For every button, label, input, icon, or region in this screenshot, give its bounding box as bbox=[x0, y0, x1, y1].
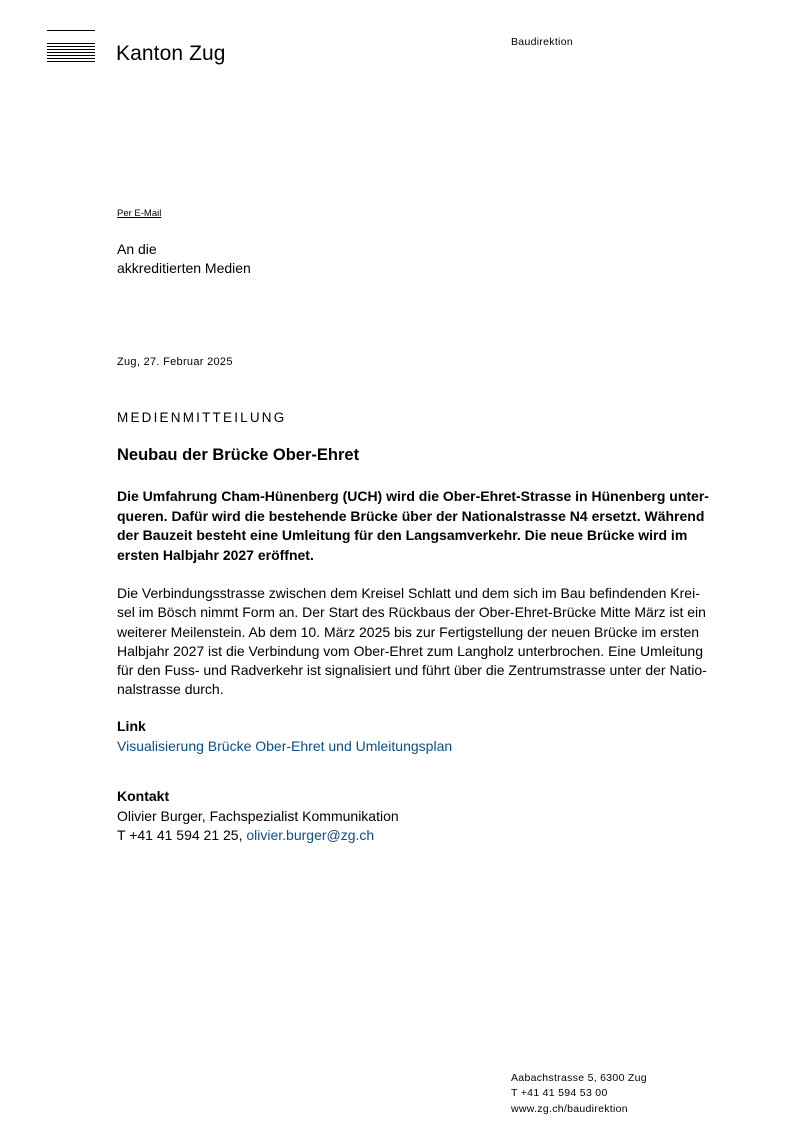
contact-phone-line bbox=[117, 826, 399, 846]
body-line: nalstrasse durch. bbox=[117, 681, 224, 698]
document-type: MEDIENMITTEILUNG bbox=[117, 410, 287, 425]
contact-name: Olivier Burger, Fachspezialist Kommunikation bbox=[117, 807, 399, 824]
department-name: Baudirektion bbox=[511, 36, 573, 48]
contact-email-link[interactable]: olivier.burger@zg.ch bbox=[246, 827, 375, 843]
kanton-zug-logo-icon bbox=[47, 30, 95, 64]
visualisation-link[interactable]: Visualisierung Brücke Ober-Ehret und Umleitungsplan bbox=[117, 737, 453, 754]
body-line: sel im Bösch nimmt Form an. Der Start des Rückbaus der Ober-Ehret-Brücke Mitte März ist ein bbox=[117, 604, 706, 621]
contact-section bbox=[117, 787, 399, 846]
recipient-line: An die bbox=[117, 241, 157, 257]
page-title: Neubau der Brücke Ober-Ehret bbox=[117, 446, 360, 464]
recipient-line: akkreditierten Medien bbox=[117, 260, 251, 276]
footer-address-block bbox=[511, 1071, 647, 1117]
body-paragraph bbox=[117, 584, 741, 700]
body-line: Die Verbindungsstrasse zwischen dem Kreisel Schlatt und dem sich im Bau befindenden Krei- bbox=[117, 585, 700, 601]
document-date: Zug, 27. Februar 2025 bbox=[117, 356, 233, 368]
lead-line: der Bauzeit besteht eine Umleitung für den Langsamverkehr. Die neue Brücke wird im bbox=[117, 527, 688, 544]
body-line: weiterer Meilenstein. Ab dem 10. März 2025 bis zur Fertigstellung der neuen Brücke im ersten bbox=[117, 623, 700, 640]
lead-line: ersten Halbjahr 2027 eröffnet. bbox=[117, 547, 314, 564]
body-line: für den Fuss- und Radverkehr ist signalisiert und führt über die Zentrumstrasse unter der Natio- bbox=[117, 662, 707, 679]
link-heading: Link bbox=[117, 718, 146, 734]
footer-phone: T +41 41 594 53 00 bbox=[511, 1087, 608, 1100]
lead-line: Die Umfahrung Cham-Hünenberg (UCH) wird die Ober-Ehret-Strasse in Hünenberg unter- bbox=[117, 488, 709, 504]
lead-paragraph bbox=[117, 487, 741, 566]
body-line: Halbjahr 2027 ist die Verbindung vom Ober-Ehret zum Langholz unterbrochen. Eine Umleitung bbox=[117, 642, 704, 659]
footer-address: Aabachstrasse 5, 6300 Zug bbox=[511, 1072, 647, 1084]
logo-text: Kanton Zug bbox=[116, 42, 226, 65]
lead-line: queren. Dafür wird die bestehende Brücke über der Nationalstrasse N4 ersetzt. Während bbox=[117, 507, 705, 524]
contact-heading: Kontakt bbox=[117, 788, 170, 804]
delivery-method: Per E-Mail bbox=[117, 208, 162, 219]
link-section bbox=[117, 717, 452, 756]
recipient-block bbox=[117, 240, 251, 278]
footer-web: www.zg.ch/baudirektion bbox=[511, 1102, 628, 1115]
contact-phone: T +41 41 594 21 25, bbox=[117, 827, 247, 843]
